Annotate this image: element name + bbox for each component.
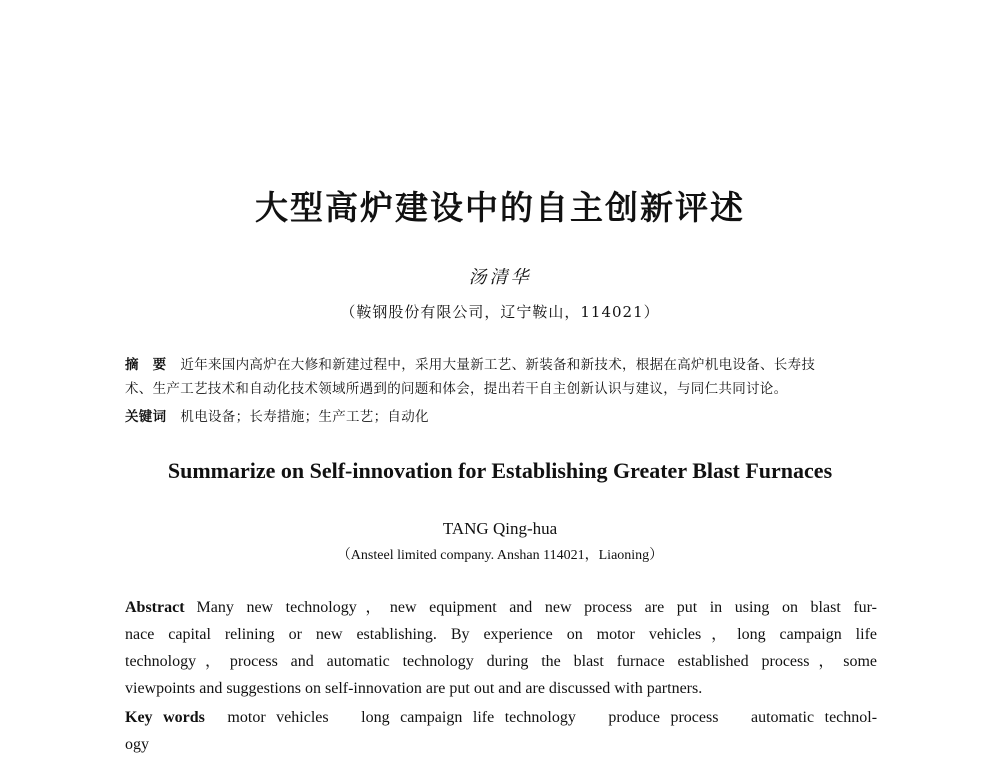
english-abstract-label: Abstract <box>125 599 185 616</box>
english-keywords-line-2: ogy <box>125 736 149 753</box>
english-abstract <box>125 594 877 702</box>
chinese-title: 大型高炉建设中的自主创新评述 <box>255 188 745 227</box>
english-abstract-line-3: technology，process and automatic technology during the blast furnace established process，some <box>125 653 877 670</box>
keyword-item: motor vehicles <box>227 709 329 726</box>
chinese-abstract-line: 术、生产工艺技术和自动化技术领域所遇到的问题和体会，提出若干自主创新认识与建议，与同仁共同讨论。 <box>125 381 788 397</box>
english-abstract-line-2: nace capital relining or new establishing. By experience on motor vehicles，long campaign life <box>125 626 877 643</box>
chinese-abstract-line: 近年来国内高炉在大修和新建过程中，采用大量新工艺、新装备和新技术，根据在高炉机电设备、长寿技 <box>180 357 816 373</box>
english-author: TANG Qing-hua <box>442 519 558 538</box>
english-keywords-label: Key words <box>125 709 205 726</box>
english-abstract-text: Many new technology，new equipment and new process are put in using on blast fur- <box>196 599 877 616</box>
chinese-affiliation: （鞍钢股份有限公司，辽宁鞍山，114021） <box>340 303 660 321</box>
keyword-item: automatic technol- <box>751 709 878 726</box>
english-abstract-line-1 <box>125 594 877 621</box>
chinese-keywords <box>125 405 875 429</box>
chinese-keywords-text: 机电设备；长寿措施；生产工艺；自动化 <box>180 409 429 425</box>
chinese-author: 汤清华 <box>468 267 532 288</box>
english-keywords-line-1 <box>125 704 877 731</box>
english-affiliation: （Ansteel limited company. Anshan 114021，Liaoning） <box>336 548 664 563</box>
keyword-item: long campaign life technology <box>361 709 576 726</box>
english-abstract-line-4: viewpoints and suggestions on self-innovation are put out and are discussed with partners. <box>125 680 703 697</box>
english-keywords <box>125 704 877 758</box>
chinese-abstract <box>125 353 875 401</box>
chinese-abstract-label: 摘 要 <box>125 357 167 373</box>
english-title: Summarize on Self-innovation for Establishing Greater Blast Furnaces <box>167 458 833 483</box>
chinese-keywords-label: 关键词 <box>125 409 167 425</box>
keyword-item: produce process <box>608 709 719 726</box>
